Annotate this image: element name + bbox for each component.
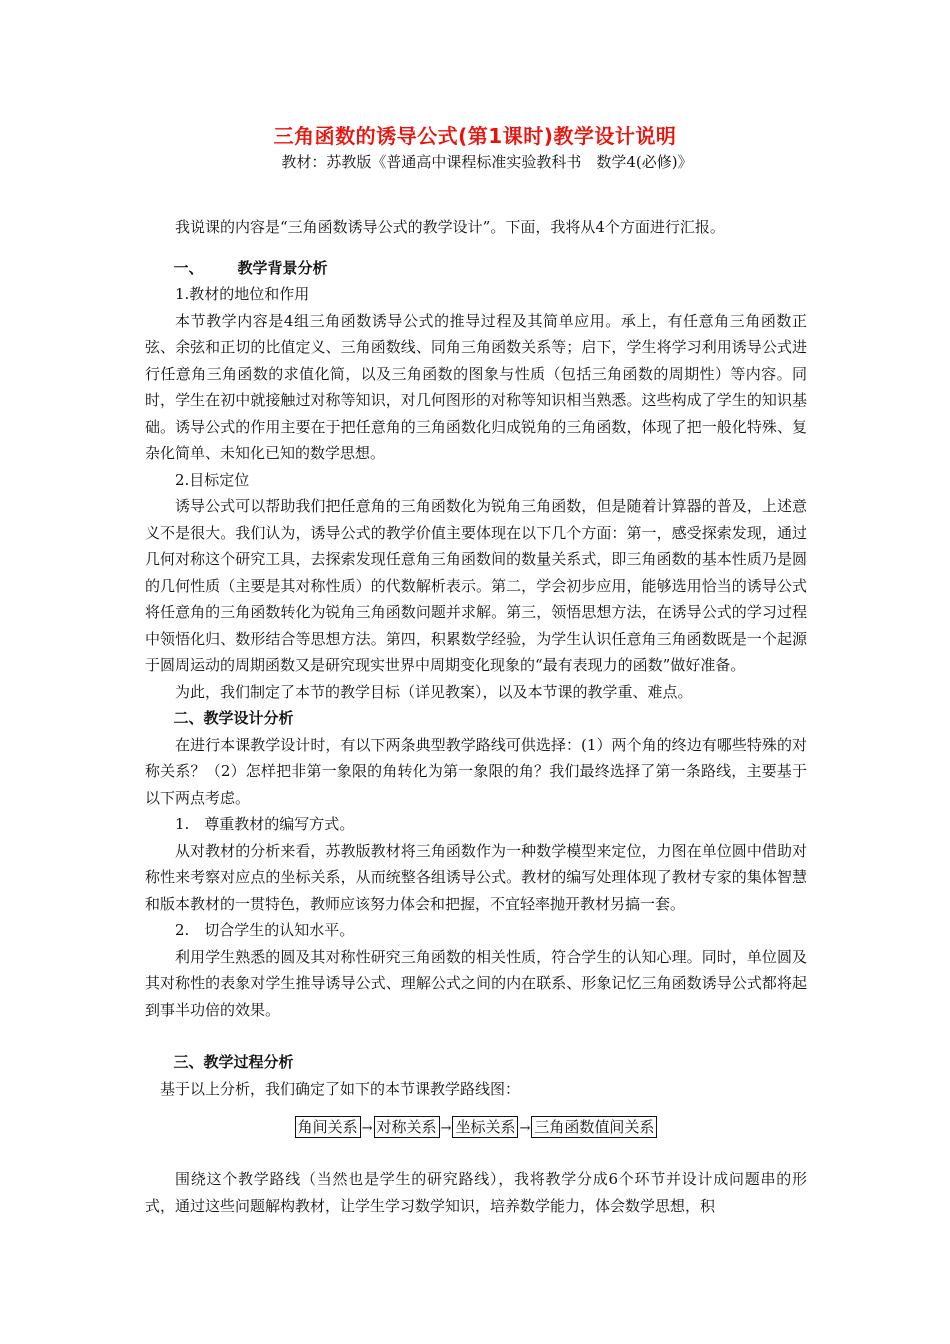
- route-arrow-icon: →: [361, 1121, 373, 1136]
- paragraph-student-level: 利用学生熟悉的圆及其对称性研究三角函数的相关性质，符合学生的认知心理。同时，单位圆及其对称性的表象对学生推导诱导公式、理解公式之间的内在联系、形象记忆三角函数诱导公式都将起到事半功倍的效果。: [145, 947, 807, 1019]
- section-heading-3: 三、教学过程分析: [173, 1053, 294, 1071]
- paragraph-objectives: 为此，我们制定了本节的教学目标（详见教案），以及本节课的教学重、难点。: [175, 682, 693, 701]
- document-title: 三角函数的诱导公式(第1课时)教学设计说明: [273, 124, 677, 148]
- paragraph-position: 本节教学内容是4组三角函数诱导公式的推导过程及其简单应用。承上，有任意角三角函数正弦、余弦和正切的比值定义、三角函数线、同角三角函数关系等；启下，学生将学习利用诱导公式进行任意角三角函数的求值化简，以及三角函数的图象与性质（包括三角函数的周期性）等内容。同时，学生在初中就接触过对称等知识，对几何图形的对称等知识相当熟悉。这些构成了学生的知识基础。诱导公式的作用主要在于把任意角的三角函数化归成锐角的三角函数，体现了把一般化特殊、复杂化简单、未知化已知的数学思想。: [145, 311, 807, 462]
- route-box-symmetry-relation: 对称关系: [374, 1116, 440, 1138]
- route-box-trig-value-relation: 三角函数值间关系: [531, 1116, 657, 1138]
- teaching-route-diagram: [145, 1116, 807, 1140]
- route-arrow-icon: →: [519, 1121, 531, 1136]
- subheading-student-level: 2. 切合学生的认知水平。: [175, 921, 355, 939]
- section-heading-1: [145, 255, 807, 282]
- route-arrow-icon: →: [440, 1121, 452, 1136]
- paragraph-goals: 诱导公式可以帮助我们把任意角的三角函数化为锐角三角函数，但是随着计算器的普及，上述意义不是很大。我们认为，诱导公式的教学价值主要体现在以下几个方面：第一，感受探索发现，通过几何对称这个研究工具，去探索发现任意角三角函数间的数量关系式，即三角函数的基本性质乃是圆的几何性质（主要是其对称性质）的代数解析表示。第二，学会初步应用，能够选用恰当的诱导公式将任意角的三角函数转化为锐角三角函数问题并求解。第三，领悟思想方法，在诱导公式的学习过程中领悟化归、数形结合等思想方法。第四，积累数学经验，为学生认识任意角三角函数既是一个起源于圆周运动的周期函数又是研究现实世界中周期变化现象的“最有表现力的函数”做好准备。: [145, 497, 807, 674]
- paragraph-respect-textbook: 从对教材的分析来看，苏教版教材将三角函数作为一种数学模型来定位，力图在单位圆中借助对称性来考察对应点的坐标关系，从而统整各组诱导公式。教材的编写处理体现了教材专家的集体智慧和版本教材的一贯特色，教师应该努力体会和把握，不宜轻率抛开教材另搞一套。: [145, 841, 807, 913]
- section-heading-2: 二、教学设计分析: [173, 709, 294, 727]
- section-number-1: 一、: [173, 258, 204, 277]
- subheading-goals: 2.目标定位: [175, 470, 250, 489]
- document-subtitle: 教材：苏教版《普通高中课程标准实验教科书 数学4(必修)》: [281, 153, 693, 171]
- route-box-coordinate-relation: 坐标关系: [452, 1116, 518, 1138]
- section-heading-1-text: 教学背景分析: [237, 258, 328, 277]
- paragraph-route-intro: 基于以上分析，我们确定了如下的本节课教学路线图：: [160, 1079, 521, 1098]
- paragraph-design-routes: 在进行本课教学设计时，有以下两条典型教学路线可供选择：(1）两个角的终边有哪些特殊的对称关系？（2）怎样把非第一象限的角转化为第一象限的角？我们最终选择了第一条路线，主要基于以下两点考虑。: [145, 735, 807, 807]
- paragraph-six-stages: 围绕这个教学路线（当然也是学生的研究路线），我将教学分成6个环节并设计成问题串的形式，通过这些问题解构教材，让学生学习数学知识，培养数学能力，体会数学思想，积: [145, 1170, 807, 1215]
- intro-paragraph: 我说课的内容是“三角函数诱导公式的教学设计”。下面，我将从4个方面进行汇报。: [175, 218, 725, 236]
- document-body: [145, 200, 807, 1219]
- subheading-position: 1.教材的地位和作用: [175, 285, 310, 303]
- subheading-respect-textbook: 1. 尊重教材的编写方式。: [175, 815, 355, 833]
- route-box-angle-relation: 角间关系: [295, 1116, 361, 1138]
